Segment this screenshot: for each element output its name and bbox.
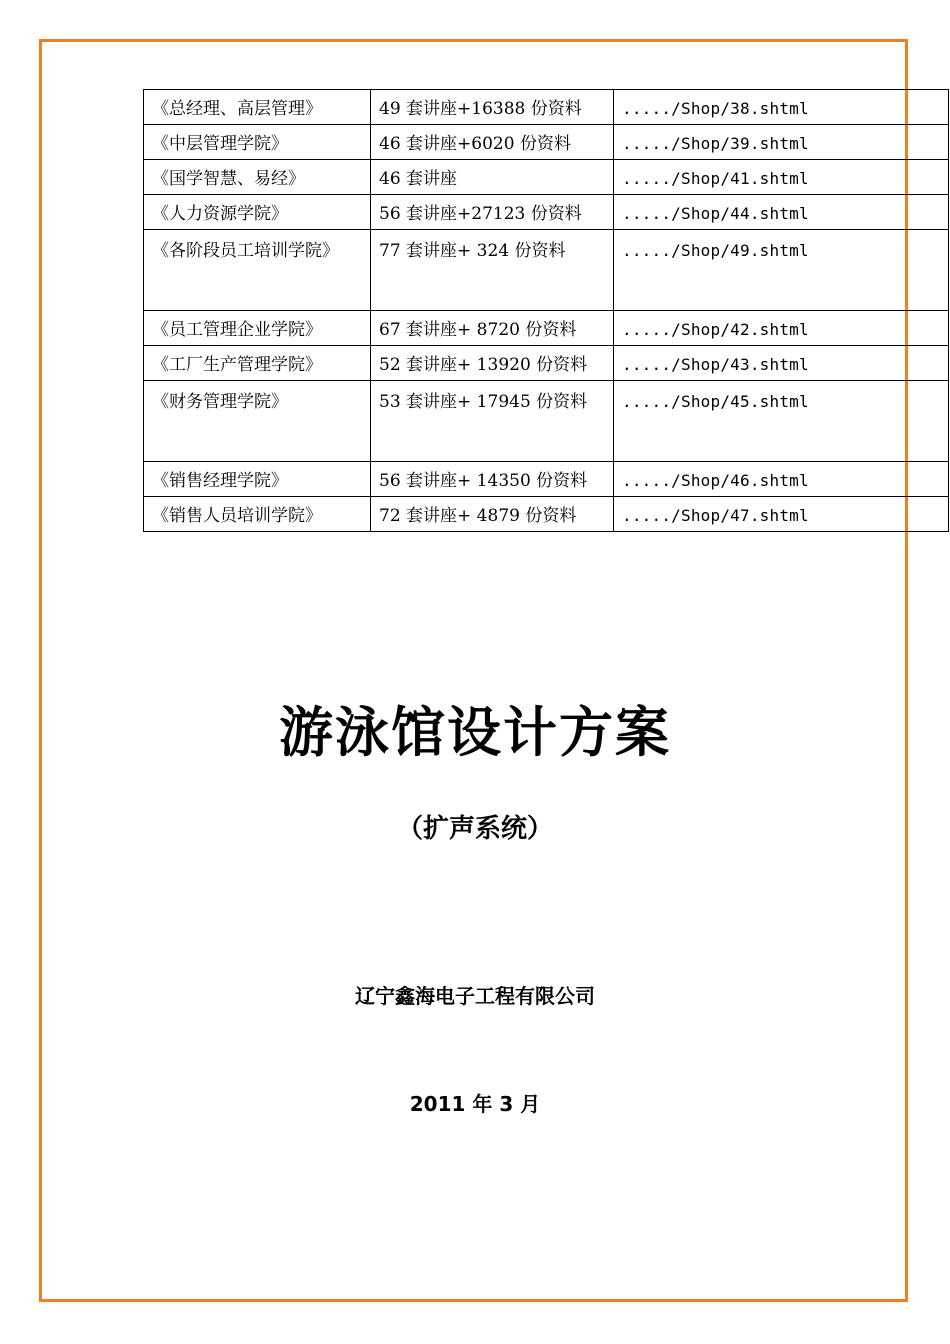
course-name: 《中层管理学院》 xyxy=(144,125,371,160)
table-row xyxy=(144,125,949,160)
course-content: 56 套讲座+27123 份资料 xyxy=(371,195,614,230)
table-row xyxy=(144,381,949,462)
course-catalog-table xyxy=(143,89,949,532)
table-row xyxy=(144,90,949,125)
course-link[interactable]: ...../Shop/45.shtml xyxy=(614,381,949,462)
course-link[interactable]: ...../Shop/44.shtml xyxy=(614,195,949,230)
document-title: 游泳馆设计方案 xyxy=(279,700,671,764)
course-link[interactable]: ...../Shop/47.shtml xyxy=(614,497,949,532)
table-row xyxy=(144,195,949,230)
course-link[interactable]: ...../Shop/41.shtml xyxy=(614,160,949,195)
course-content: 53 套讲座+ 17945 份资料 xyxy=(371,381,614,462)
course-content: 52 套讲座+ 13920 份资料 xyxy=(371,346,614,381)
table-row xyxy=(144,346,949,381)
course-content: 56 套讲座+ 14350 份资料 xyxy=(371,462,614,497)
table-row xyxy=(144,230,949,311)
course-name: 《工厂生产管理学院》 xyxy=(144,346,371,381)
course-link[interactable]: ...../Shop/38.shtml xyxy=(614,90,949,125)
course-link[interactable]: ...../Shop/46.shtml xyxy=(614,462,949,497)
course-name: 《销售人员培训学院》 xyxy=(144,497,371,532)
table-row xyxy=(144,160,949,195)
document-subtitle: （扩声系统） xyxy=(396,814,553,844)
course-content: 72 套讲座+ 4879 份资料 xyxy=(371,497,614,532)
course-content: 46 套讲座+6020 份资料 xyxy=(371,125,614,160)
course-link[interactable]: ...../Shop/39.shtml xyxy=(614,125,949,160)
course-content: 67 套讲座+ 8720 份资料 xyxy=(371,311,614,346)
course-name: 《总经理、高层管理》 xyxy=(144,90,371,125)
course-link[interactable]: ...../Shop/43.shtml xyxy=(614,346,949,381)
course-link[interactable]: ...../Shop/49.shtml xyxy=(614,230,949,311)
document-date: 2011 年 3 月 xyxy=(409,1092,541,1116)
course-name: 《国学智慧、易经》 xyxy=(144,160,371,195)
course-content: 77 套讲座+ 324 份资料 xyxy=(371,230,614,311)
course-name: 《各阶段员工培训学院》 xyxy=(144,230,371,311)
course-name: 《财务管理学院》 xyxy=(144,381,371,462)
course-content: 46 套讲座 xyxy=(371,160,614,195)
course-name: 《员工管理企业学院》 xyxy=(144,311,371,346)
table-row xyxy=(144,462,949,497)
course-name: 《人力资源学院》 xyxy=(144,195,371,230)
company-name: 辽宁鑫海电子工程有限公司 xyxy=(355,984,595,1008)
table-row xyxy=(144,497,949,532)
course-name: 《销售经理学院》 xyxy=(144,462,371,497)
course-link[interactable]: ...../Shop/42.shtml xyxy=(614,311,949,346)
course-content: 49 套讲座+16388 份资料 xyxy=(371,90,614,125)
table-row xyxy=(144,311,949,346)
